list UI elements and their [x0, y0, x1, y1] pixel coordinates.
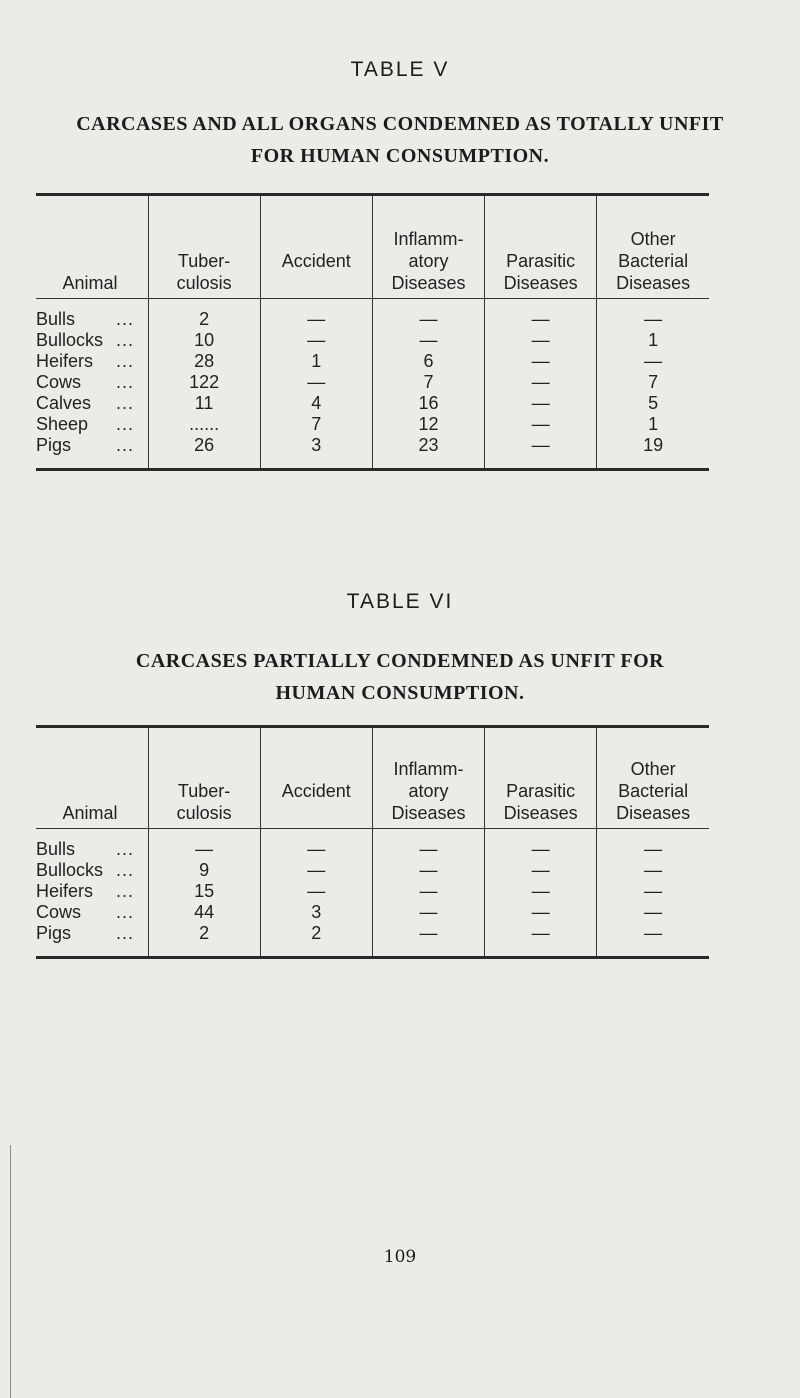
cell-other: —	[597, 351, 709, 372]
cell-other: 7	[597, 372, 709, 393]
table-row	[36, 923, 709, 958]
cell-inflammatory: 16	[372, 393, 484, 414]
header-accident: Accident	[260, 727, 372, 829]
cell-animal	[36, 829, 148, 861]
table-v-subtitle-line2: FOR HUMAN CONSUMPTION.	[250, 145, 550, 167]
cell-parasitic: —	[485, 330, 597, 351]
cell-other: —	[597, 299, 709, 331]
table-row	[36, 372, 709, 393]
leader-dots: ...	[116, 923, 135, 943]
cell-other: —	[597, 829, 709, 861]
animal-label: Calves	[36, 393, 92, 413]
table-vi	[36, 725, 709, 959]
table-vi-subtitle-line1: CARCASES PARTIALLY CONDEMNED AS UNFIT FOR	[135, 650, 665, 672]
cell-accident: —	[260, 860, 372, 881]
header-inflammatory: Inflamm- atory Diseases	[372, 195, 484, 299]
cell-tuberculosis: 15	[148, 881, 260, 902]
cell-animal	[36, 881, 148, 902]
table-v-subtitle-line1: CARCASES AND ALL ORGANS CONDEMNED AS TOTALLY UNFIT	[76, 113, 724, 135]
cell-animal	[36, 435, 148, 470]
header-inflammatory: Inflamm- atory Diseases	[372, 727, 484, 829]
cell-inflammatory: —	[372, 330, 484, 351]
table-row	[36, 829, 709, 861]
leader-dots: ...	[116, 330, 135, 350]
header-animal: Animal	[36, 195, 148, 299]
cell-inflammatory: —	[372, 902, 484, 923]
leader-dots: ...	[116, 860, 135, 880]
animal-label: Pigs	[36, 435, 72, 455]
animal-label: Bulls	[36, 839, 76, 859]
cell-inflammatory: 7	[372, 372, 484, 393]
cell-parasitic: —	[485, 923, 597, 958]
page-number: 109	[383, 1247, 417, 1267]
cell-accident: —	[260, 330, 372, 351]
cell-parasitic: —	[485, 435, 597, 470]
leader-dots: ...	[116, 414, 135, 434]
cell-other: 1	[597, 330, 709, 351]
cell-accident: —	[260, 881, 372, 902]
header-parasitic: Parasitic Diseases	[485, 727, 597, 829]
table-v-body	[36, 299, 709, 470]
cell-tuberculosis: 2	[148, 923, 260, 958]
page-edge-line	[10, 1145, 11, 1398]
leader-dots: ...	[116, 372, 135, 392]
cell-animal	[36, 902, 148, 923]
cell-animal	[36, 351, 148, 372]
animal-label: Pigs	[36, 923, 72, 943]
cell-other: —	[597, 860, 709, 881]
leader-dots: ...	[116, 881, 135, 901]
cell-tuberculosis: 26	[148, 435, 260, 470]
cell-animal	[36, 860, 148, 881]
cell-tuberculosis: 122	[148, 372, 260, 393]
leader-dots: ...	[116, 839, 135, 859]
leader-dots: ...	[116, 309, 135, 329]
cell-accident: 4	[260, 393, 372, 414]
cell-animal	[36, 393, 148, 414]
animal-label: Heifers	[36, 351, 94, 371]
table-vi-title: TABLE VI	[346, 590, 454, 613]
cell-parasitic: —	[485, 860, 597, 881]
header-parasitic: Parasitic Diseases	[485, 195, 597, 299]
table-v-subtitle	[0, 108, 800, 172]
cell-animal	[36, 299, 148, 331]
animal-label: Cows	[36, 902, 82, 922]
cell-inflammatory: —	[372, 860, 484, 881]
cell-tuberculosis: 44	[148, 902, 260, 923]
table-vi-body	[36, 829, 709, 958]
cell-parasitic: —	[485, 351, 597, 372]
cell-tuberculosis: ......	[148, 414, 260, 435]
cell-tuberculosis: —	[148, 829, 260, 861]
cell-accident: 3	[260, 435, 372, 470]
cell-accident: 7	[260, 414, 372, 435]
cell-parasitic: —	[485, 393, 597, 414]
animal-label: Bulls	[36, 309, 76, 329]
cell-parasitic: —	[485, 414, 597, 435]
cell-other: 19	[597, 435, 709, 470]
table-row	[36, 330, 709, 351]
cell-inflammatory: 23	[372, 435, 484, 470]
cell-accident: 1	[260, 351, 372, 372]
table-v	[36, 193, 709, 471]
table-vi-subtitle	[0, 645, 800, 709]
cell-tuberculosis: 28	[148, 351, 260, 372]
cell-other: —	[597, 881, 709, 902]
cell-tuberculosis: 10	[148, 330, 260, 351]
leader-dots: ...	[116, 351, 135, 371]
cell-accident: 3	[260, 902, 372, 923]
leader-dots: ...	[116, 902, 135, 922]
cell-other: 5	[597, 393, 709, 414]
cell-inflammatory: 12	[372, 414, 484, 435]
cell-tuberculosis: 2	[148, 299, 260, 331]
cell-parasitic: —	[485, 829, 597, 861]
header-tuberculosis: Tuber- culosis	[148, 727, 260, 829]
animal-label: Cows	[36, 372, 82, 392]
cell-inflammatory: —	[372, 299, 484, 331]
table-v-title: TABLE V	[350, 58, 450, 81]
leader-dots: ...	[116, 435, 135, 455]
table-row	[36, 435, 709, 470]
cell-parasitic: —	[485, 372, 597, 393]
cell-parasitic: —	[485, 881, 597, 902]
header-other-bacterial: Other Bacterial Diseases	[597, 727, 709, 829]
cell-accident: —	[260, 372, 372, 393]
cell-inflammatory: —	[372, 881, 484, 902]
animal-label: Bullocks	[36, 860, 104, 880]
cell-accident: 2	[260, 923, 372, 958]
header-other-bacterial: Other Bacterial Diseases	[597, 195, 709, 299]
cell-animal	[36, 330, 148, 351]
table-row	[36, 881, 709, 902]
cell-accident: —	[260, 829, 372, 861]
header-tuberculosis: Tuber- culosis	[148, 195, 260, 299]
cell-parasitic: —	[485, 299, 597, 331]
table-row	[36, 860, 709, 881]
animal-label: Sheep	[36, 414, 89, 434]
table-vi-subtitle-line2: HUMAN CONSUMPTION.	[275, 682, 525, 704]
cell-animal	[36, 414, 148, 435]
animal-label: Bullocks	[36, 330, 104, 350]
cell-parasitic: —	[485, 902, 597, 923]
animal-label: Heifers	[36, 881, 94, 901]
table-row	[36, 902, 709, 923]
table-row	[36, 393, 709, 414]
header-accident: Accident	[260, 195, 372, 299]
cell-accident: —	[260, 299, 372, 331]
cell-animal	[36, 923, 148, 958]
cell-tuberculosis: 9	[148, 860, 260, 881]
cell-other: 1	[597, 414, 709, 435]
cell-animal	[36, 372, 148, 393]
cell-tuberculosis: 11	[148, 393, 260, 414]
header-animal: Animal	[36, 727, 148, 829]
cell-other: —	[597, 923, 709, 958]
cell-inflammatory: —	[372, 923, 484, 958]
cell-inflammatory: —	[372, 829, 484, 861]
table-row	[36, 414, 709, 435]
leader-dots: ...	[116, 393, 135, 413]
cell-inflammatory: 6	[372, 351, 484, 372]
cell-other: —	[597, 902, 709, 923]
table-row	[36, 351, 709, 372]
table-row	[36, 299, 709, 331]
